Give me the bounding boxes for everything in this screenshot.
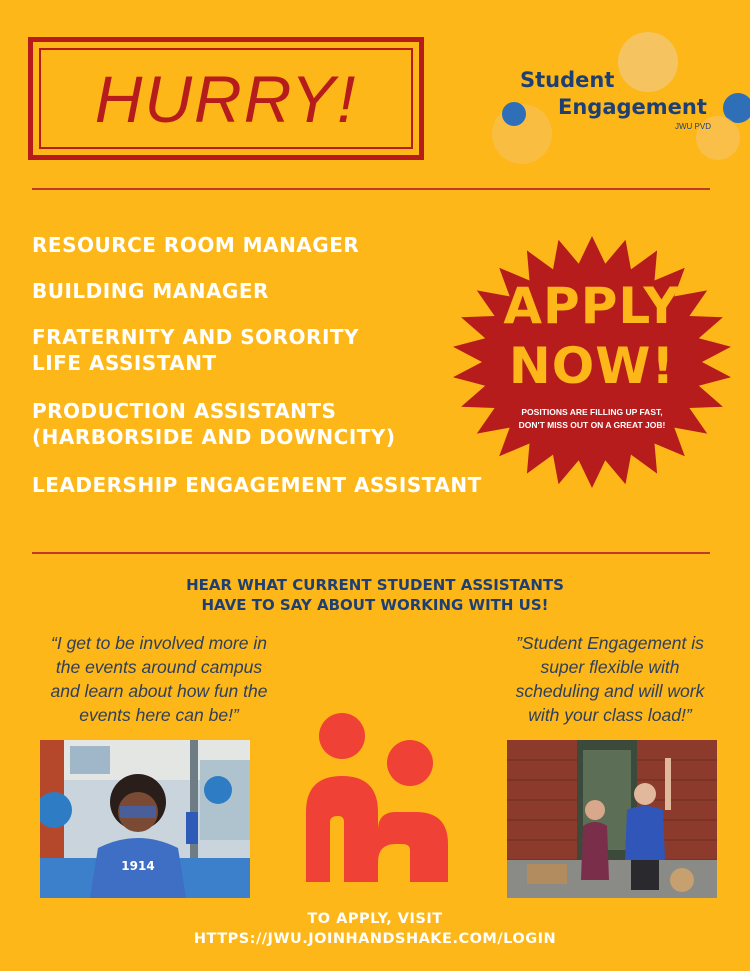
job-line: LEADERSHIP ENGAGEMENT ASSISTANT bbox=[32, 473, 482, 497]
hurry-banner bbox=[28, 37, 424, 160]
now-text: NOW! bbox=[508, 337, 676, 395]
logo-text-jwu: JWU PVD bbox=[675, 122, 711, 131]
heading-line: HAVE TO SAY ABOUT WORKING WITH US! bbox=[201, 596, 549, 614]
quote-right bbox=[480, 631, 740, 727]
hurry-title: HURRY! bbox=[94, 61, 358, 136]
photo-right-illustration bbox=[507, 740, 717, 898]
quote-line: the events around campus bbox=[55, 657, 263, 677]
quote-line: with your class load!” bbox=[528, 705, 692, 725]
job-line: (HARBORSIDE AND DOWNCITY) bbox=[32, 425, 396, 449]
testimonial-heading bbox=[0, 575, 750, 615]
divider-middle bbox=[32, 552, 710, 554]
job-item bbox=[32, 278, 482, 304]
job-line: RESOURCE ROOM MANAGER bbox=[32, 233, 360, 257]
apply-cta bbox=[0, 909, 750, 949]
job-item bbox=[32, 324, 482, 376]
apply-now-burst bbox=[448, 234, 736, 490]
quote-left bbox=[24, 631, 294, 727]
dont-miss-text: DON'T MISS OUT ON A GREAT JOB! bbox=[518, 420, 666, 430]
apply-url-link[interactable]: HTTPS://JWU.JOINHANDSHAKE.COM/LOGIN bbox=[193, 931, 557, 947]
hurry-inner-frame bbox=[39, 48, 413, 149]
quote-line: events here can be!” bbox=[79, 705, 239, 725]
logo-text-student: Student bbox=[520, 68, 615, 92]
job-item bbox=[32, 398, 482, 450]
divider-top bbox=[32, 188, 710, 190]
quote-line: and learn about how fun the bbox=[50, 681, 268, 701]
photo-left-illustration bbox=[40, 740, 250, 898]
heading-line: HEAR WHAT CURRENT STUDENT ASSISTANTS bbox=[186, 576, 564, 594]
job-item bbox=[32, 472, 482, 498]
student-photo-left bbox=[40, 740, 250, 898]
shirt-text: 1914 bbox=[121, 859, 155, 873]
job-line: LIFE ASSISTANT bbox=[32, 351, 217, 375]
job-line: BUILDING MANAGER bbox=[32, 279, 269, 303]
quote-line: scheduling and will work bbox=[515, 681, 705, 701]
job-line: PRODUCTION ASSISTANTS bbox=[32, 399, 337, 423]
quote-line: ”Student Engagement is bbox=[516, 633, 704, 653]
job-item bbox=[32, 232, 482, 258]
handshake-logo-icon bbox=[302, 712, 452, 892]
student-engagement-logo bbox=[490, 30, 750, 170]
filling-fast-text: POSITIONS ARE FILLING UP FAST, bbox=[521, 407, 663, 417]
job-line: FRATERNITY AND SORORITY bbox=[32, 325, 360, 349]
cta-line: TO APPLY, VISIT bbox=[307, 911, 443, 927]
apply-text: APPLY bbox=[503, 277, 681, 335]
quote-line: “I get to be involved more in bbox=[51, 633, 267, 653]
quote-line: super flexible with bbox=[540, 657, 680, 677]
student-photo-right bbox=[507, 740, 717, 898]
logo-text-engagement: Engagement bbox=[558, 95, 707, 119]
job-list bbox=[32, 232, 482, 498]
